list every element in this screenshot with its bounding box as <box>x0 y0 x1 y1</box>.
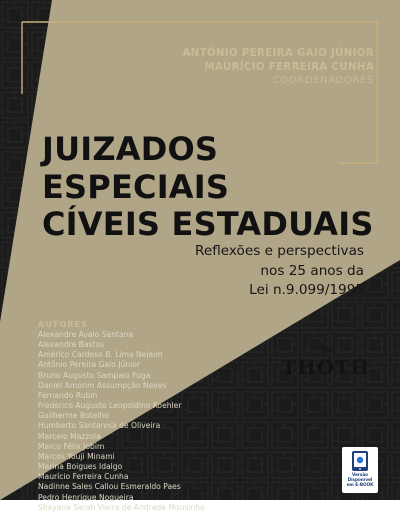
book-title <box>42 131 374 244</box>
ebook-text: Versão <box>351 472 369 477</box>
publisher-logo <box>276 338 376 386</box>
author-list <box>38 330 205 513</box>
ebook-text: em E-BOOK <box>346 481 374 487</box>
tablet-icon <box>350 450 370 472</box>
author-name: Marina Boigues Idalgo <box>38 462 123 472</box>
author-name: Américo Cardoso B. Lima Nejaim <box>38 350 163 360</box>
author-name: Antônio Pereira Gaio Júnior <box>38 360 140 370</box>
author-name: Alexandre Bastos <box>38 340 105 350</box>
publisher-tagline: EDITORA <box>303 378 349 385</box>
author-name: Pedro Henrique Nogueira <box>38 492 134 502</box>
ibis-icon <box>311 338 341 358</box>
authors-heading: AUTORES <box>38 319 89 329</box>
ebook-text: Disponível <box>347 476 373 482</box>
author-name: Marcos Youji Minami <box>38 451 115 461</box>
author-name: Guilherme Botelho <box>38 411 109 421</box>
coordinator-role: COORDENADORES <box>272 75 374 86</box>
coordinator-name: MAURÍCIO FERREIRA CUNHA <box>204 61 374 73</box>
ebook-badge <box>342 447 378 493</box>
coordinator-name: ANTÔNIO PEREIRA GAIO JÚNIOR <box>182 48 374 59</box>
authors-block <box>38 318 205 513</box>
author-name: Daniel Amorim Assumpção Neves <box>38 380 167 390</box>
coordinators-block <box>183 47 374 87</box>
subtitle-line: nos 25 anos da <box>260 262 364 279</box>
subtitle-line: Reflexões e perspectivas <box>195 243 364 259</box>
author-name: Alexandre Ávalo Santana <box>38 330 134 339</box>
subtitle-line: Lei n.9.099/1995 <box>249 282 364 298</box>
title-line: ESPECIAIS <box>42 167 230 206</box>
author-name: Marco Félix Jobim <box>38 441 105 451</box>
title-line: JUIZADOS <box>42 130 219 168</box>
author-name: Bruno Augusto Sampaio Fuga <box>38 370 151 380</box>
author-name: Nadinne Sales Callou Esmeraldo Paes <box>38 482 181 492</box>
author-name: Marcelo Mazzola <box>38 431 101 441</box>
author-name: Fernando Rubin <box>38 390 98 400</box>
author-name: Humberto Santarosa de Oliveira <box>38 421 161 431</box>
author-name: Maurício Ferreira Cunha <box>38 472 129 482</box>
title-line: CÍVEIS ESTADUAIS <box>42 205 374 243</box>
publisher-name: THOTH <box>281 357 371 379</box>
author-name: Frederico Augusto Leopoldino Koehler <box>38 401 182 411</box>
author-name: Shayana Sarah Vieira de Andrade Mousinho <box>38 502 205 512</box>
book-subtitle <box>195 242 364 301</box>
